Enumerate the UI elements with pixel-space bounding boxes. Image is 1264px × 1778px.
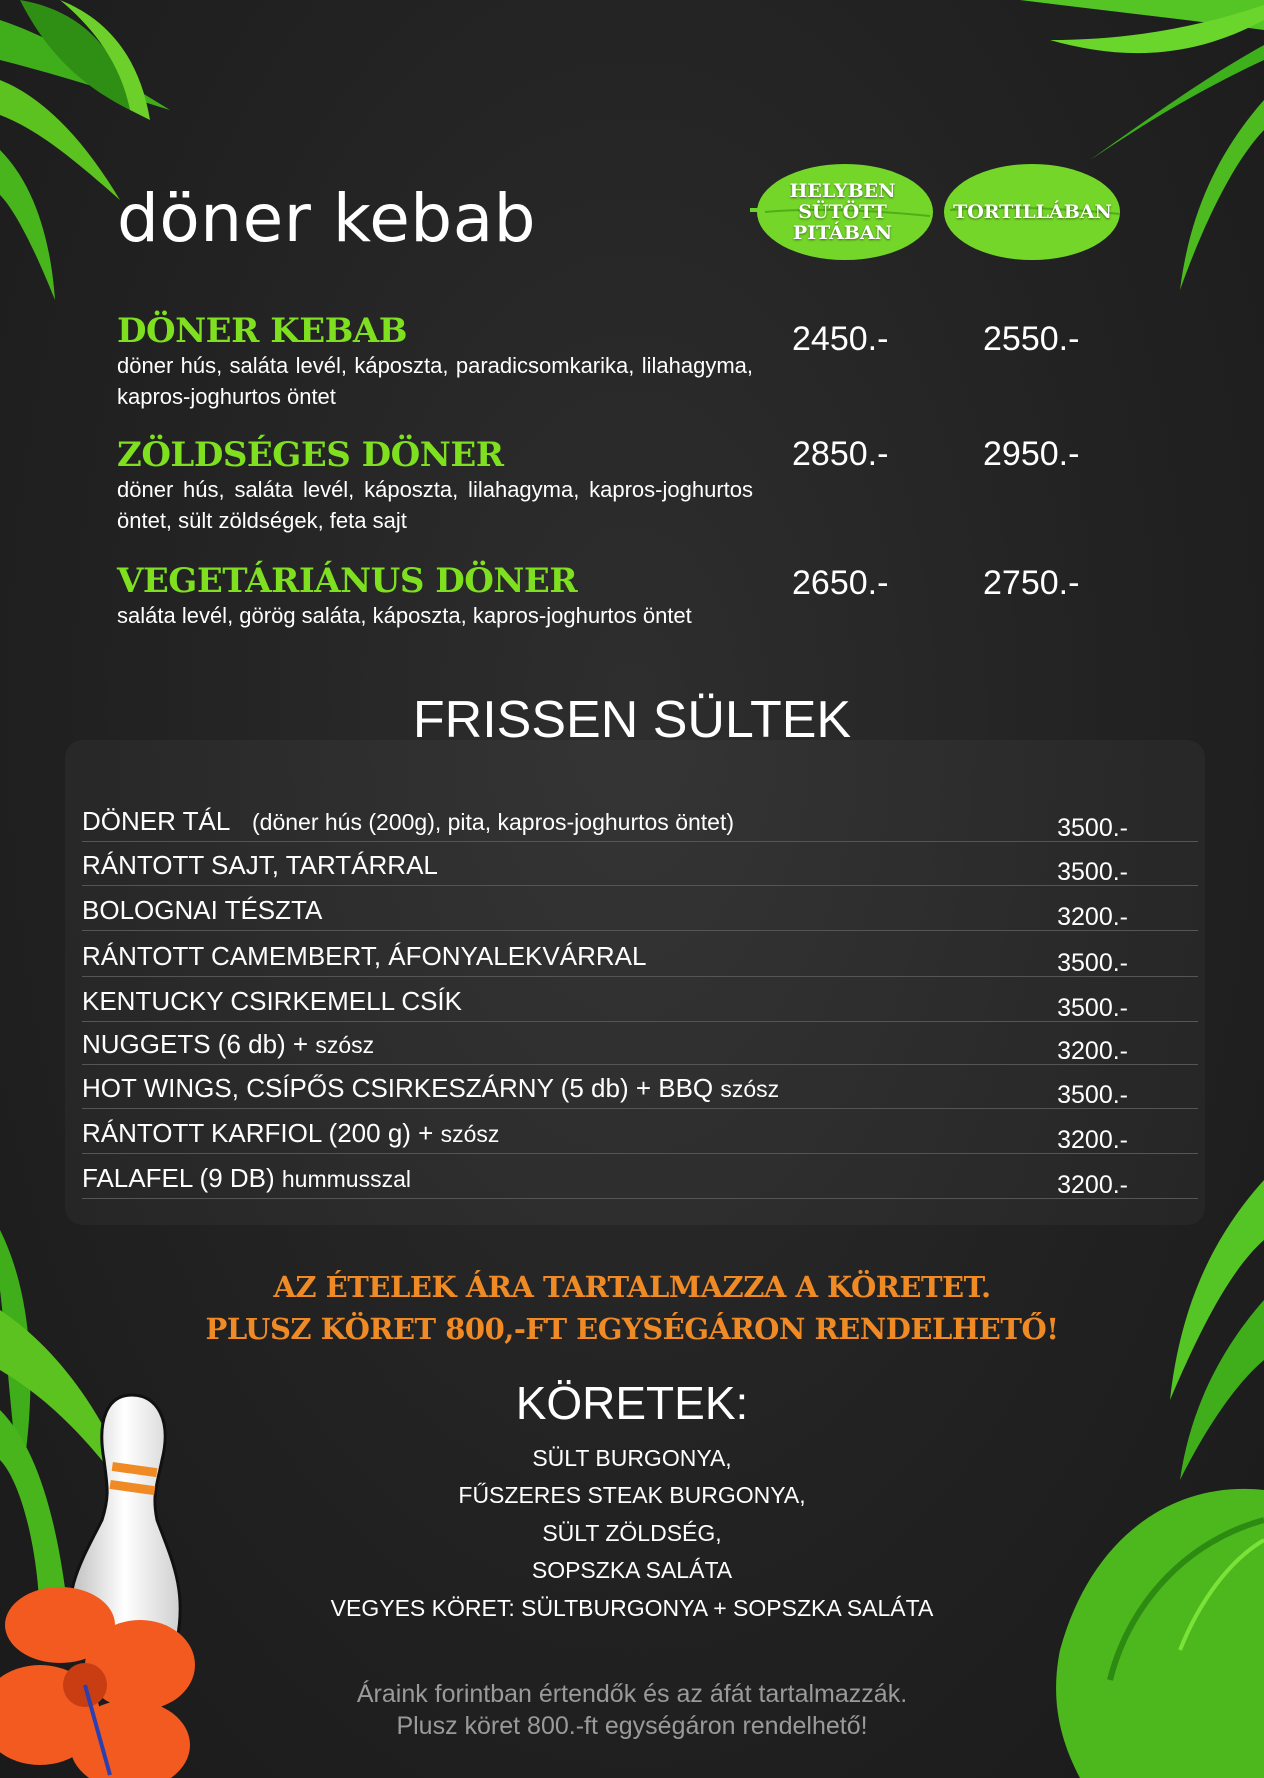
side-item: SÜLT BURGONYA,: [532, 1445, 732, 1471]
row-extra: (döner hús (200g), pita, kapros-joghurtos öntet): [252, 809, 735, 835]
menu-item-description: saláta levél, görög saláta, káposzta, kapros-joghurtos öntet: [117, 603, 692, 628]
row-name: KENTUCKY CSIRKEMELL CSÍK: [82, 986, 462, 1016]
notice-line-1: AZ ÉTELEK ÁRA TARTALMAZZA A KÖRETET.: [273, 1270, 991, 1304]
footer-line-1: Áraink forintban értendők és az áfát tartalmazzák.: [356, 1680, 908, 1708]
sides-title: KÖRETEK:: [515, 1377, 749, 1429]
price-pita: 2850.-: [792, 435, 889, 473]
row-extra: szósz: [720, 1076, 780, 1102]
menu-item: [117, 436, 753, 536]
table-row: [82, 1109, 1198, 1154]
badge-tortilla-label: TORTILLÁBAN: [953, 200, 1112, 223]
palm-leaf-top-left-icon: [0, 0, 210, 310]
side-item: VEGYES KÖRET: SÜLTBURGONYA + SOPSZKA SALÁTA: [330, 1595, 934, 1621]
badge-tortilla: [940, 160, 1125, 264]
side-item: SÜLT ZÖLDSÉG,: [542, 1520, 722, 1546]
badge-pita: [750, 160, 935, 264]
notice-line-2: PLUSZ KÖRET 800,-FT EGYSÉGÁRON RENDELHETŐ!: [205, 1312, 1059, 1346]
menu-item-name: ZÖLDSÉGES DÖNER: [117, 435, 504, 475]
table-row: [82, 1154, 1198, 1199]
row-price: 3500.-: [1057, 858, 1128, 886]
table-row: [82, 797, 1198, 842]
row-price: 3500.-: [1057, 1081, 1128, 1109]
footer-line-2: Plusz köret 800.-ft egységáron rendelhető!: [396, 1712, 868, 1740]
row-name: HOT WINGS, CSÍPŐS CSIRKESZÁRNY (5 db) + BBQ: [82, 1073, 714, 1103]
menu-item-description: döner hús, saláta levél, káposzta, lilahagyma, kapros-joghurtos öntet, sült zöldségek, feta sajt: [117, 477, 753, 533]
row-extra: szósz: [315, 1032, 375, 1058]
row-price: 3200.-: [1057, 1126, 1128, 1154]
badge-pita-label: HELYBEN SÜTÖTT PITÁBAN: [789, 179, 896, 244]
menu-item-description: döner hús, saláta levél, káposzta, paradicsomkarika, lilahagyma, kapros-joghurtos öntet: [117, 353, 753, 409]
table-row: [82, 1020, 1198, 1065]
row-price: 3200.-: [1057, 903, 1128, 931]
price-pita: 2650.-: [792, 564, 889, 602]
table-row: [82, 886, 1198, 931]
side-item: SOPSZKA SALÁTA: [531, 1557, 733, 1583]
menu-item-name: DÖNER KEBAB: [117, 311, 408, 351]
table-row: [82, 977, 1198, 1022]
row-name: RÁNTOTT SAJT, TARTÁRRAL: [82, 850, 438, 880]
price-pita: 2450.-: [792, 320, 889, 358]
price-tortilla: 2550.-: [983, 320, 1080, 358]
row-name: DÖNER TÁL: [82, 806, 231, 836]
row-price: 3500.-: [1057, 994, 1128, 1022]
row-price: 3500.-: [1057, 949, 1128, 977]
row-price: 3200.-: [1057, 1037, 1128, 1065]
price-tortilla: 2950.-: [983, 435, 1080, 473]
page-title: döner kebab: [117, 180, 537, 257]
side-item: FŰSZERES STEAK BURGONYA,: [458, 1482, 806, 1508]
table-row: [82, 932, 1198, 977]
menu-item-name: VEGETÁRIÁNUS DÖNER: [117, 561, 578, 601]
row-price: 3200.-: [1057, 1171, 1128, 1199]
row-price: 3500.-: [1057, 814, 1128, 842]
row-name: RÁNTOTT KARFIOL (200 g) +: [82, 1118, 434, 1148]
table-row: [82, 1064, 1198, 1109]
menu-item: [117, 312, 753, 412]
table-row: [82, 841, 1198, 886]
price-tortilla: 2750.-: [983, 564, 1080, 602]
row-name: FALAFEL (9 DB): [82, 1163, 275, 1193]
row-extra: szósz: [440, 1121, 500, 1147]
row-name: RÁNTOTT CAMEMBERT, ÁFONYALEKVÁRRAL: [82, 941, 647, 971]
menu-item: [117, 562, 753, 631]
row-name: NUGGETS (6 db) +: [82, 1029, 309, 1059]
section-title: FRISSEN SÜLTEK: [412, 691, 852, 749]
row-extra: hummusszal: [281, 1166, 411, 1192]
row-name: BOLOGNAI TÉSZTA: [82, 895, 323, 925]
